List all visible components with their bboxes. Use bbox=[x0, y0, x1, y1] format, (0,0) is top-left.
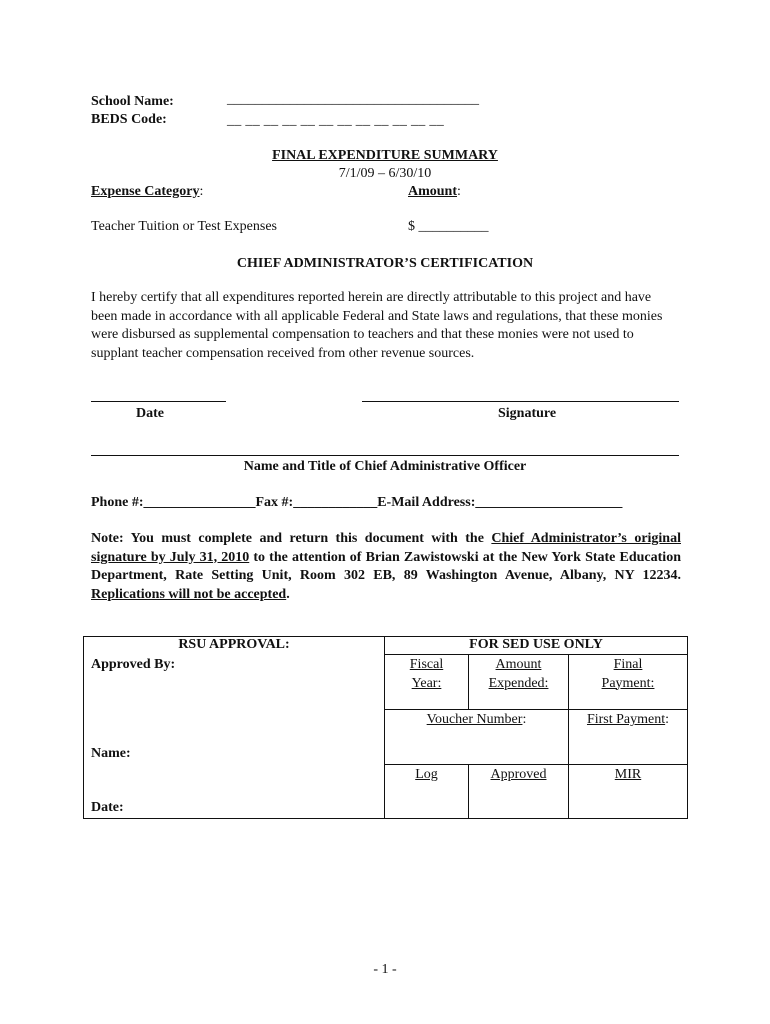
approved-by-label: Approved By: bbox=[91, 656, 176, 672]
note-paragraph bbox=[91, 530, 681, 604]
sed-use-only-header: FOR SED USE ONLY bbox=[385, 637, 688, 655]
first-payment-cell[interactable] bbox=[569, 710, 688, 764]
final-payment-line1: Final bbox=[613, 657, 643, 673]
fiscal-year-line2: Year: bbox=[411, 675, 442, 691]
date-signature-line[interactable] bbox=[91, 401, 226, 402]
first-payment-colon: : bbox=[665, 712, 670, 728]
amount-expended-line1: Amount bbox=[495, 657, 542, 673]
expense-row-amount[interactable]: $ __________ bbox=[408, 219, 489, 234]
voucher-number-colon: : bbox=[522, 712, 527, 728]
beds-code-label: BEDS Code: bbox=[91, 112, 167, 127]
school-name-field[interactable]: ____________________________________ bbox=[227, 92, 479, 107]
amount-expended-line2: Expended: bbox=[488, 675, 549, 691]
certification-text: I hereby certify that all expenditures reported herein are directly attributable to this project and have been made in accordance with all applicable Federal and State laws and regulations, that these monies were disbursed as supplemental compensation to teachers and that these monies were not used to supplant teacher compensation received from other revenue sources. bbox=[91, 290, 663, 361]
rsu-approval-cell bbox=[84, 655, 385, 819]
fiscal-year-line1: Fiscal bbox=[409, 657, 444, 673]
school-name-label: School Name: bbox=[91, 94, 174, 109]
beds-code-field[interactable]: __ __ __ __ __ __ __ __ __ __ __ __ bbox=[227, 113, 444, 128]
summary-period: 7/1/09 – 6/30/10 bbox=[338, 166, 432, 181]
amount-header bbox=[408, 184, 461, 200]
page-number: - 1 - bbox=[373, 962, 397, 977]
expense-category-label: Expense Category bbox=[91, 184, 200, 199]
contact-line[interactable]: Phone #:________________Fax #:____________E-Mail Address:_____________________ bbox=[91, 495, 623, 510]
amount-expended-cell[interactable] bbox=[469, 655, 569, 710]
summary-title: FINAL EXPENDITURE SUMMARY bbox=[272, 148, 498, 163]
note-deadline: Chief Administrator’s original signature by July 31, 2010 bbox=[91, 531, 681, 565]
approval-table bbox=[83, 636, 688, 819]
name-title-label: Name and Title of Chief Administrative Officer bbox=[243, 459, 527, 474]
voucher-number-cell[interactable] bbox=[385, 710, 569, 764]
final-payment-line2: Payment: bbox=[601, 675, 655, 691]
expense-category-colon: : bbox=[199, 184, 204, 199]
name-title-line[interactable] bbox=[91, 455, 679, 456]
mir-cell[interactable]: MIR bbox=[569, 764, 688, 818]
expense-row-label: Teacher Tuition or Test Expenses bbox=[91, 219, 277, 234]
first-payment-label: First Payment bbox=[586, 712, 666, 728]
approval-date-label: Date: bbox=[91, 799, 124, 815]
note-replications: Replications will not be accepted bbox=[91, 586, 287, 602]
note-part-3: to the attention of Brian Zawistowski at the New York State Education Department, Rate Setting Unit, Room 302 EB, 89 Washington Avenue, Albany, NY 12234. bbox=[91, 549, 681, 583]
fiscal-year-cell[interactable] bbox=[385, 655, 469, 710]
voucher-number-label: Voucher Number bbox=[426, 712, 523, 728]
signature-label: Signature bbox=[498, 406, 557, 421]
log-cell[interactable]: Log bbox=[385, 764, 469, 818]
approved-cell[interactable]: Approved bbox=[469, 764, 569, 818]
expense-category-header bbox=[91, 184, 203, 200]
note-part-5: . bbox=[286, 586, 290, 602]
certification-title: CHIEF ADMINISTRATOR’S CERTIFICATION bbox=[236, 256, 534, 271]
date-label: Date bbox=[136, 406, 164, 421]
approval-name-label: Name: bbox=[91, 745, 131, 761]
final-payment-cell[interactable] bbox=[569, 655, 688, 710]
note-part-1: Note: You must complete and return this document with the bbox=[91, 531, 492, 546]
rsu-approval-header: RSU APPROVAL: bbox=[84, 637, 385, 655]
signature-line[interactable] bbox=[362, 401, 679, 402]
amount-label: Amount bbox=[408, 184, 458, 199]
amount-colon: : bbox=[457, 184, 461, 199]
